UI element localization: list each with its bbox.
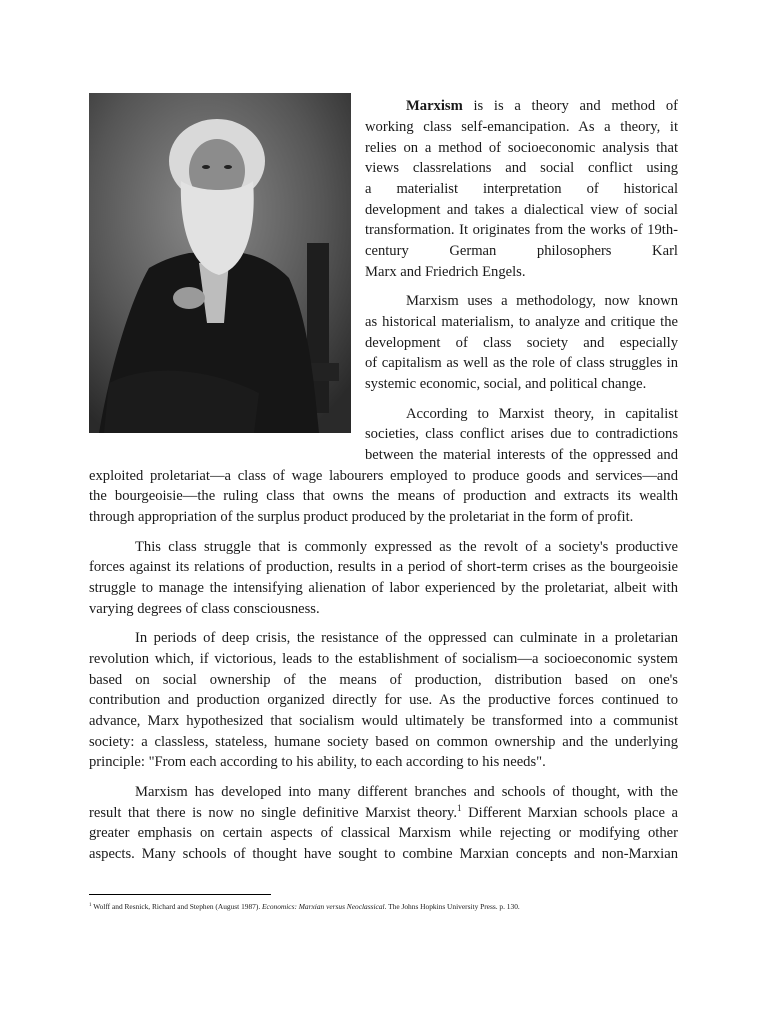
portrait-illustration [89, 93, 351, 433]
paragraph-3-line-3: between the material interests of the oppressed and [365, 447, 678, 463]
paragraph-1-line-2: working class self-emancipation. As a theory, it [365, 119, 678, 135]
footnote-publisher: . The Johns Hopkins University Press. p. 130. [384, 902, 520, 911]
term-marxism: Marxism [406, 98, 463, 114]
paragraph-1-line-3: relies on a method of socioeconomic analysis that [365, 140, 678, 156]
footnote-marker: 1 [89, 903, 92, 908]
paragraph-3-line-1: According to Marxist theory, in capitalist [406, 406, 678, 422]
paragraph-6-line-2 [89, 803, 678, 823]
paragraph-5-line-3: based on social ownership of the means of production, distribution based on one's [89, 672, 678, 688]
portrait-image [89, 93, 351, 433]
paragraph-5-line-6: society: a classless, stateless, humane society based on common ownership and the underlying [89, 734, 678, 750]
paragraph-1-line-5: a materialist interpretation of historical [365, 181, 678, 197]
paragraph-6-line-4: aspects. Many schools of thought have sought to combine Marxian concepts and non-Marxian [89, 846, 678, 862]
paragraph-1-line-8: century German philosophers Karl [365, 243, 678, 259]
paragraph-5-line-1: In periods of deep crisis, the resistance of the oppressed can culminate in a proletarian [135, 630, 678, 646]
paragraph-2-line-3: development of class society and especially [365, 335, 678, 351]
paragraph-1-text: is is a theory and method of [473, 98, 678, 114]
paragraph-5-line-2: revolution which, if victorious, leads to the establishment of socialism—a socioeconomic system [89, 651, 678, 667]
paragraph-3-line-6: through appropriation of the surplus product produced by the proletariat in the form of profit. [89, 509, 634, 525]
paragraph-1-line-4: views classrelations and social conflict using [365, 160, 678, 176]
paragraph-2-line-5: systemic economic, social, and political change. [365, 376, 647, 392]
paragraph-6-text-cont: Different Marxian schools place a [461, 805, 678, 821]
paragraph-4-line-2: forces against its relations of production, results in a period of short-term crises as the bourgeoisie [89, 559, 678, 575]
footnote [89, 902, 520, 912]
paragraph-1-line-7: transformation. It originates from the works of 19th- [365, 222, 678, 238]
paragraph-4-line-3: struggle to manage the intensifying alienation of labor experienced by the proletariat, albeit with [89, 580, 678, 596]
paragraph-4-line-4: varying degrees of class consciousness. [89, 601, 320, 617]
paragraph-4-line-1: This class struggle that is commonly expressed as the revolt of a society's productive [135, 539, 678, 555]
paragraph-1-line-9: Marx and Friedrich Engels. [365, 264, 526, 280]
footnote-reference[interactable]: 1 [457, 803, 462, 813]
paragraph-6-text: result that there is now no single definitive Marxist theory. [89, 805, 458, 821]
paragraph-5-line-7: principle: "From each according to his ability, to each according to his needs". [89, 754, 546, 770]
paragraph-5-line-4: contribution and production organized directly for use. As the productive forces continued to [89, 692, 678, 708]
paragraph-1-line-6: development and takes a dialectical view of social [365, 202, 678, 218]
paragraph-5-line-5: advance, Marx hypothesized that socialism would ultimately be transformed into a communist [89, 713, 678, 729]
paragraph-2-line-4: of capitalism as well as the role of class struggles in [365, 355, 678, 371]
paragraph-3-line-2: societies, class conflict arises due to contradictions [365, 426, 678, 442]
paragraph-6-line-1: Marxism has developed into many different branches and schools of thought, with the [135, 784, 678, 800]
paragraph-3-line-4: exploited proletariat—a class of wage labourers employed to produce goods and services—and [89, 468, 678, 484]
footnote-divider [89, 894, 271, 895]
paragraph-3-line-5: the bourgeoisie—the ruling class that owns the means of production and extracts its wealth [89, 488, 678, 504]
paragraph-2-line-2: as historical materialism, to analyze and critique the [365, 314, 678, 330]
footnote-title: Economics: Marxian versus Neoclassical [262, 902, 385, 911]
paragraph-6-line-3: greater emphasis on certain aspects of classical Marxism while rejecting or modifying other [89, 825, 678, 841]
paragraph-1-line-1 [406, 96, 678, 116]
footnote-authors: Wolff and Resnick, Richard and Stephen (August 1987). [91, 902, 263, 911]
paragraph-2-line-1: Marxism uses a methodology, now known [406, 293, 678, 309]
